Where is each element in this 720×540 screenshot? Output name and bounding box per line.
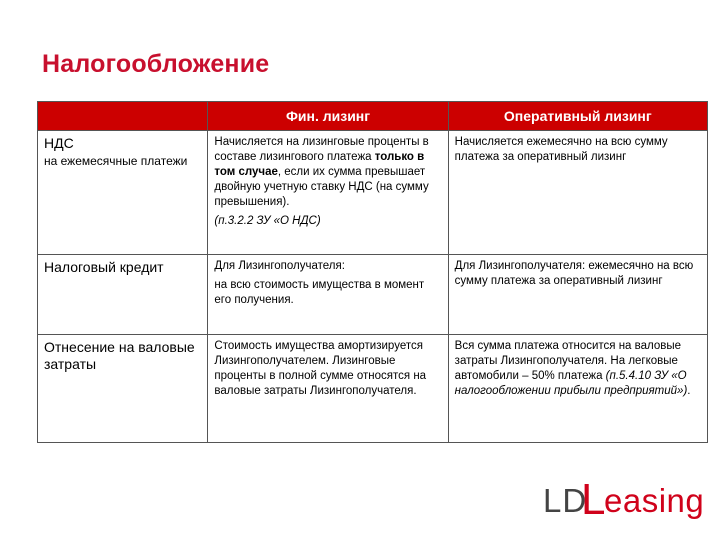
row-sublabel-text: на ежемесячные платежи [44, 154, 188, 168]
row-label-text: НДС [44, 135, 74, 151]
cell-text: , если их сумма превышает двойную учетную ставку НДС (на сумму превышения). [214, 166, 429, 208]
cell-emphasis: только в том случае [214, 151, 425, 178]
table-row [38, 335, 708, 443]
cell-oper-vat [448, 131, 707, 255]
cell-fin-vat [208, 131, 448, 255]
cell-fin-gross-costs [208, 335, 448, 443]
cell-paragraph [455, 339, 701, 399]
header-corner [38, 102, 208, 131]
cell-paragraph [214, 214, 441, 229]
table-row [38, 131, 708, 255]
cell-paragraph: Начисляется ежемесячно на всю сумму платежа за оперативный лизинг [454, 136, 668, 163]
row-label-tax-credit: Налоговый кредит [38, 255, 208, 335]
cell-paragraph: Стоимость имущества амортизируется Лизингополучателем. Лизинговые проценты в полной сумме относятся на валовые затраты Лизингополучателя. [214, 340, 427, 397]
cell-oper-tax-credit [448, 255, 707, 335]
cell-fin-tax-credit [208, 255, 448, 335]
cell-text: Начисляется на лизинговые проценты в составе лизингового платежа [214, 136, 429, 163]
cell-text: Вся сумма платежа относится на валовые затраты Лизингополучателя. На легковые автомобили – 50% платежа [454, 340, 682, 382]
cell-paragraph: Для Лизингополучателя: ежемесячно на всю сумму платежа за оперативный лизинг [454, 260, 694, 287]
header-fin-leasing: Фин. лизинг [208, 102, 448, 131]
logo-ld-text: LD [543, 482, 588, 519]
taxation-table [37, 101, 708, 443]
logo-easing-text: easing [604, 482, 705, 519]
cell-oper-gross-costs [448, 335, 707, 443]
cell-text: . [687, 385, 691, 397]
table-row [38, 255, 708, 335]
row-label-vat [38, 131, 208, 255]
header-operating-leasing: Оперативный лизинг [448, 102, 707, 131]
logo-l-letter: L [581, 475, 606, 524]
table-header-row [38, 102, 708, 131]
row-label-gross-costs: Отнесение на валовые затраты [38, 335, 208, 443]
ld-leasing-logo [543, 476, 703, 526]
cell-paragraph [214, 135, 441, 210]
page-title: Налогообложение [42, 50, 270, 78]
cell-paragraph: Для Лизингополучателя: [214, 260, 345, 272]
cell-paragraph: на всю стоимость имущества в момент его получения. [214, 279, 425, 306]
cell-reference: (п.3.2.2 ЗУ «О НДС) [214, 215, 321, 227]
cell-reference: (п.5.4.10 ЗУ «О налогообложении прибыли предприятий») [454, 370, 688, 397]
